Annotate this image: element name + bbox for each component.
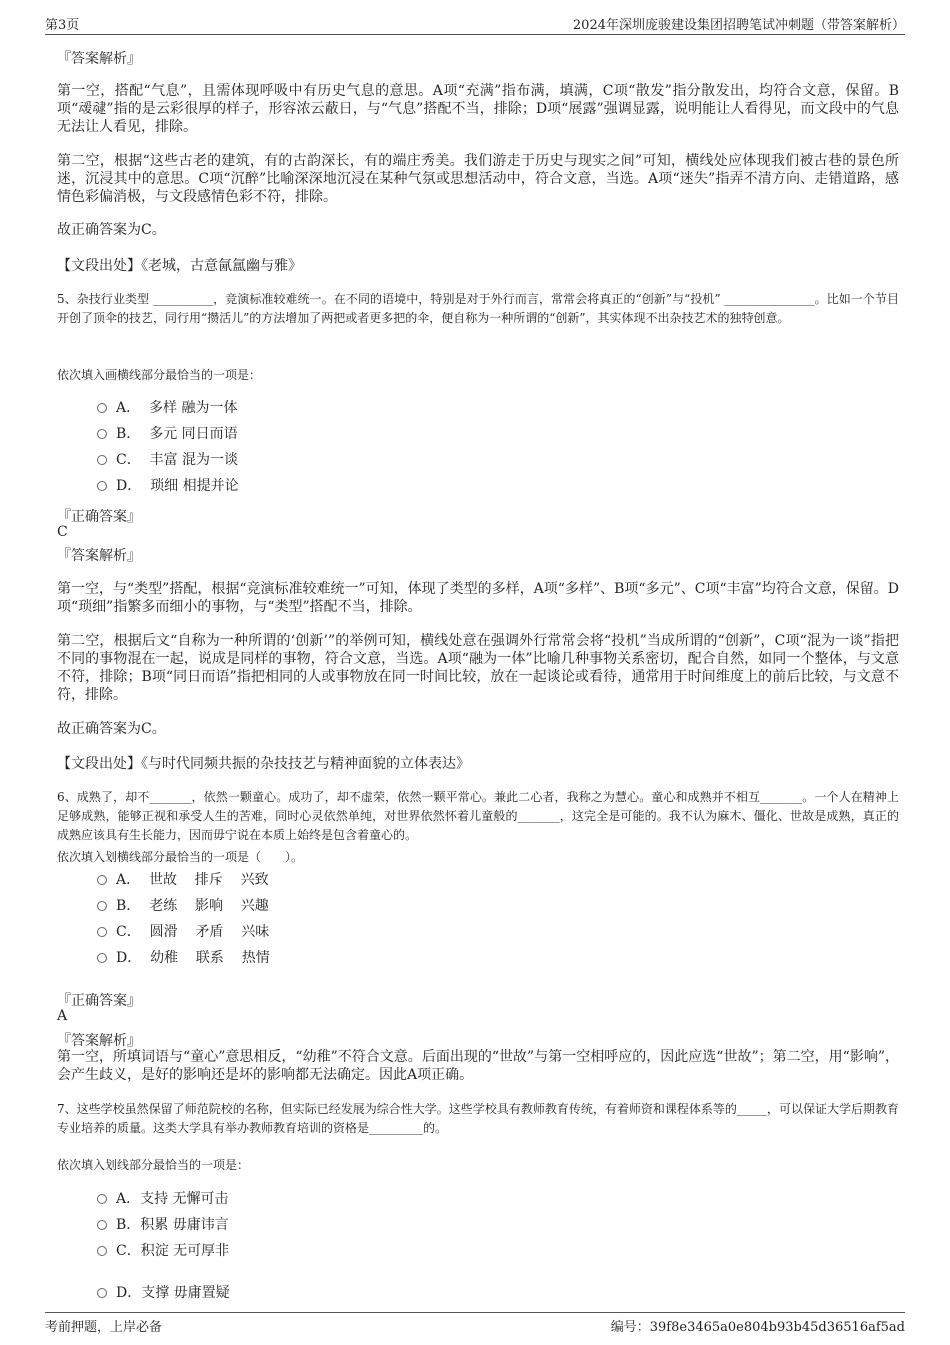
q5-option-a[interactable]: A． 多样 融为一体 xyxy=(97,398,237,418)
q5-option-c[interactable]: C． 丰富 混为一谈 xyxy=(97,450,238,470)
q6-analysis-p1: 第一空，所填词语与“童心”意思相反，“幼稚”不符合文意。后面出现的“世故”与第一空相呼应的，因此应选“世故”；第二空，用“影响”，会产生歧义，是好的影响还是坏的影响都无法确定。因此A项正确。 xyxy=(57,1049,899,1083)
radio-icon[interactable] xyxy=(97,953,107,963)
q6-stem: 6、成熟了，却不_______，依然一颗童心。成功了，却不虚荣，依然一颗平常心。兼此二心者，我称之为慧心。童心和成熟并不相互_______。一个人在精神上足够成熟，能够正视和承受人生的苦难，同时心灵依然单纯，对世界依然怀着儿童般的_______，这完全是可能的。我不认为麻木、僵化、世故是成熟，真正的成熟应该具有生长能力，因而毋宁说在本质上始终是包含着童心的。 xyxy=(57,790,899,842)
q6-prompt: 依次填入划横线部分最恰当的一项是（ ）。 xyxy=(57,850,304,864)
radio-icon[interactable] xyxy=(97,1194,107,1204)
q5-stem: 5、杂技行业类型 __________，竞演标准较难统一。在不同的语境中，特别是对于外行而言，常常会将真正的“创新”与“投机” _______________。比如一个节目开创了顶伞的技艺，同行用“攒活儿”的方法增加了两把或者更多把的伞，便自称为一种所谓的“创新”，其实体现不出杂技艺术的独特创意。 xyxy=(57,292,899,325)
page-number: 第3页 xyxy=(45,18,80,33)
q6-answer-label: 『正确答案』 xyxy=(57,993,141,1009)
q6-option-b[interactable]: B． 老练 影响 兴趣 xyxy=(97,896,269,916)
radio-icon[interactable] xyxy=(97,901,107,911)
q5-analysis-p1: 第一空，与“类型”搭配，根据“竞演标准较难统一”可知，体现了类型的多样，A项“多样”、B项“多元”、C项“丰富”均符合文意，保留。D项“琐细”指繁多而细小的事物，与“类型”搭配不当，排除。 xyxy=(57,581,899,615)
radio-icon[interactable] xyxy=(97,429,107,439)
radio-icon[interactable] xyxy=(97,1220,107,1230)
prev-conclusion: 故正确答案为C。 xyxy=(57,222,166,238)
q5-answer: C xyxy=(57,524,68,540)
q5-analysis-label: 『答案解析』 xyxy=(57,548,141,564)
q5-analysis-p2: 第二空，根据后文“自称为一种所谓的‘创新’”的举例可知，横线处意在强调外行常常会将“投机”当成所谓的“创新”，C项“混为一谈”指把不同的事物混在一起，说成是同样的事物，符合文意，当选。A项“融为一体”比喻几种事物关系密切，配合自然，如同一个整体，与文意不符，排除；B项“同日而语”指把相同的人或事物放在同一时间比较，放在一起谈论或看待，通常用于时间维度上的前后比较，与文意不符，排除。 xyxy=(57,633,899,703)
prev-analysis-p2: 第二空，根据“这些古老的建筑，有的古韵深长，有的端庄秀美。我们游走于历史与现实之间”可知，横线处应体现我们被古巷的景色所迷，沉浸其中的意思。C项“沉醉”比喻深深地沉浸在某种气氛或思想活动中，符合文意，当选。A项“迷失”指弄不清方向、走错道路，感情色彩偏消极，与文段感情色彩不符，排除。 xyxy=(57,153,899,205)
q5-option-d[interactable]: D． 琐细 相提并论 xyxy=(97,476,239,496)
prev-analysis-label: 『答案解析』 xyxy=(57,51,141,67)
q6-analysis-label: 『答案解析』 xyxy=(57,1033,141,1049)
q5-conclusion: 故正确答案为C。 xyxy=(57,721,166,737)
q6-option-c[interactable]: C． 圆滑 矛盾 兴味 xyxy=(97,922,269,942)
q5-option-b[interactable]: B． 多元 同日而语 xyxy=(97,424,238,444)
radio-icon[interactable] xyxy=(97,1246,107,1256)
radio-icon[interactable] xyxy=(97,1288,107,1298)
page-footer xyxy=(45,1312,905,1338)
footer-slogan: 考前押题，上岸必备 xyxy=(45,1320,163,1335)
q7-prompt: 依次填入划线部分最恰当的一项是： xyxy=(57,1158,250,1172)
q5-answer-label: 『正确答案』 xyxy=(57,509,141,525)
q6-answer: A xyxy=(57,1008,68,1024)
document-id: 编号：39f8e3465a0e804b93b45d36516af5ad xyxy=(610,1320,905,1335)
radio-icon[interactable] xyxy=(97,481,107,491)
q6-option-d[interactable]: D． 幼稚 联系 热情 xyxy=(97,948,270,968)
radio-icon[interactable] xyxy=(97,927,107,937)
q7-option-d[interactable]: D．支撑 毋庸置疑 xyxy=(97,1283,230,1303)
document-title: 2024年深圳庞骏建设集团招聘笔试冲刺题（带答案解析） xyxy=(572,18,905,33)
q7-option-b[interactable]: B．积累 毋庸讳言 xyxy=(97,1215,229,1235)
q7-option-c[interactable]: C．积淀 无可厚非 xyxy=(97,1241,229,1261)
q7-stem: 7、这些学校虽然保留了师范院校的名称，但实际已经发展为综合性大学。这些学校具有教师教育传统，有着师资和课程体系等的_____，可以保证大学后期教育专业培养的质量。这类大学具有举办教师教育培训的资格是_________的。 xyxy=(57,1102,899,1135)
q6-option-a[interactable]: A． 世故 排斥 兴致 xyxy=(97,870,269,890)
radio-icon[interactable] xyxy=(97,875,107,885)
prev-source: 【文段出处】《老城，古意氤氲幽与雅》 xyxy=(57,258,302,274)
q5-source: 【文段出处】《与时代同频共振的杂技技艺与精神面貌的立体表达》 xyxy=(57,756,470,772)
radio-icon[interactable] xyxy=(97,455,107,465)
page-header xyxy=(45,14,905,35)
q5-prompt: 依次填入画横线部分最恰当的一项是： xyxy=(57,368,262,382)
radio-icon[interactable] xyxy=(97,403,107,413)
q7-option-a[interactable]: A．支持 无懈可击 xyxy=(97,1189,229,1209)
prev-analysis-p1: 第一空，搭配“气息”，且需体现呼吸中有历史气息的意思。A项“充满”指布满，填满，C项“散发”指分散发出，均符合文意，保留。B项“叆叇”指的是云彩很厚的样子，形容浓云蔽日，与“气息”搭配不当，排除；D项“展露”强调显露，说明能让人看得见，而文段中的气息无法让人看见，排除。 xyxy=(57,83,899,135)
